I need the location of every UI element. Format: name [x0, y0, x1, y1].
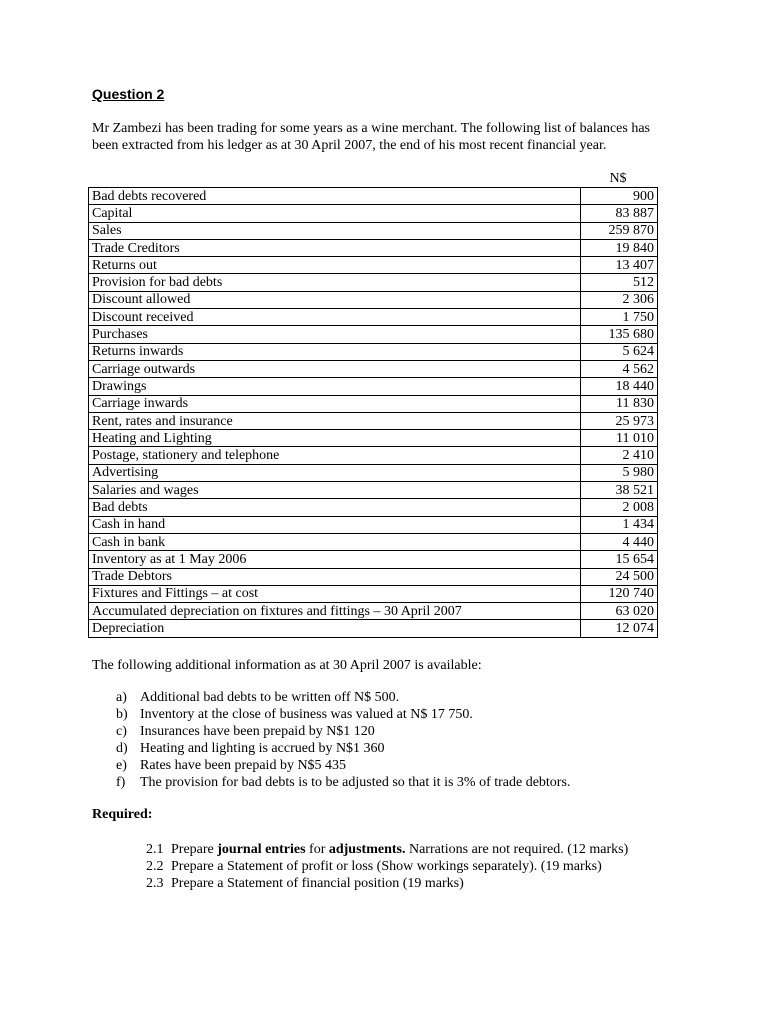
ledger-amount: 512: [581, 274, 658, 291]
task-text: Prepare a Statement of profit or loss (Show workings separately). (19 marks): [171, 859, 602, 874]
ledger-account: Provision for bad debts: [89, 274, 581, 291]
task-number: 2.3: [146, 876, 164, 891]
ledger-account: Trade Debtors: [89, 568, 581, 585]
ledger-account: Drawings: [89, 378, 581, 395]
ledger-amount: 15 654: [581, 551, 658, 568]
list-text: Additional bad debts to be written off N$ 500.: [140, 690, 400, 705]
ledger-account: Postage, stationery and telephone: [89, 447, 581, 464]
list-marker: d): [116, 741, 128, 756]
ledger-amount: 24 500: [581, 568, 658, 585]
table-row: [89, 551, 658, 568]
table-row: [89, 222, 658, 239]
ledger-amount: 135 680: [581, 326, 658, 343]
ledger-account: Accumulated depreciation on fixtures and fittings – 30 April 2007: [89, 603, 581, 620]
ledger-amount: 63 020: [581, 603, 658, 620]
ledger-account: Carriage inwards: [89, 395, 581, 412]
additional-info-text: The following additional information as at 30 April 2007 is available:: [92, 658, 482, 673]
list-item: [116, 774, 570, 791]
table-row: [89, 568, 658, 585]
ledger-amount: 900: [581, 188, 658, 205]
ledger-account: Rent, rates and insurance: [89, 412, 581, 429]
table-row: [89, 309, 658, 326]
ledger-amount: 12 074: [581, 620, 658, 637]
ledger-amount: 4 440: [581, 533, 658, 550]
ledger-account: Returns out: [89, 257, 581, 274]
table-row: [89, 239, 658, 256]
ledger-amount: 11 830: [581, 395, 658, 412]
list-marker: c): [116, 724, 127, 739]
list-text: Inventory at the close of business was valued at N$ 17 750.: [140, 707, 473, 722]
table-row: [89, 482, 658, 499]
list-marker: a): [116, 690, 127, 705]
task-item: [146, 875, 666, 892]
list-item: [116, 689, 570, 706]
ledger-account: Depreciation: [89, 620, 581, 637]
task-item: [146, 841, 666, 858]
intro-paragraph: Mr Zambezi has been trading for some years as a wine merchant. The following list of balances has been extracted from his ledger as at 30 April 2007, the end of his most recent financial year.: [92, 121, 651, 153]
list-text: Heating and lighting is accrued by N$1 360: [140, 741, 385, 756]
table-row: [89, 378, 658, 395]
adjustments-list: [116, 689, 570, 791]
ledger-account: Capital: [89, 205, 581, 222]
list-marker: e): [116, 758, 127, 773]
ledger-amount: 120 740: [581, 585, 658, 602]
ledger-account: Salaries and wages: [89, 482, 581, 499]
table-row: [89, 620, 658, 637]
ledger-account: Carriage outwards: [89, 360, 581, 377]
ledger-amount: 1 434: [581, 516, 658, 533]
ledger-account: Bad debts: [89, 499, 581, 516]
list-item: [116, 706, 570, 723]
ledger-amount: 1 750: [581, 309, 658, 326]
task-text: Prepare a Statement of financial position (19 marks): [171, 876, 464, 891]
ledger-amount: 5 624: [581, 343, 658, 360]
ledger-account: Cash in bank: [89, 533, 581, 550]
ledger-amount: 38 521: [581, 482, 658, 499]
list-text: The provision for bad debts is to be adjusted so that it is 3% of trade debtors.: [140, 775, 571, 790]
ledger-account: Fixtures and Fittings – at cost: [89, 585, 581, 602]
list-item: [116, 757, 570, 774]
table-row: [89, 326, 658, 343]
ledger-amount: 2 008: [581, 499, 658, 516]
task-item: [146, 858, 666, 875]
ledger-account: Trade Creditors: [89, 239, 581, 256]
table-row: [89, 412, 658, 429]
question-title: Question 2: [92, 86, 165, 102]
ledger-amount: 259 870: [581, 222, 658, 239]
task-text: Prepare journal entries for adjustments. Narrations are not required. (12 marks): [171, 842, 629, 857]
table-row: [89, 395, 658, 412]
ledger-account: Inventory as at 1 May 2006: [89, 551, 581, 568]
table-row: [89, 257, 658, 274]
task-number: 2.1: [146, 842, 164, 857]
ledger-account: Heating and Lighting: [89, 430, 581, 447]
ledger-account: Sales: [89, 222, 581, 239]
ledger-amount: 18 440: [581, 378, 658, 395]
list-marker: f): [116, 775, 126, 790]
table-row: [89, 603, 658, 620]
table-row: [89, 188, 658, 205]
table-row: [89, 343, 658, 360]
table-row: [89, 585, 658, 602]
list-item: [116, 723, 570, 740]
ledger-amount: 5 980: [581, 464, 658, 481]
ledger-table: [88, 187, 658, 638]
table-row: [89, 447, 658, 464]
list-marker: b): [116, 707, 128, 722]
list-item: [116, 740, 570, 757]
ledger-account: Cash in hand: [89, 516, 581, 533]
ledger-amount: 19 840: [581, 239, 658, 256]
table-row: [89, 499, 658, 516]
currency-header: N$: [609, 171, 627, 186]
ledger-account: Returns inwards: [89, 343, 581, 360]
ledger-amount: 13 407: [581, 257, 658, 274]
list-text: Insurances have been prepaid by N$1 120: [140, 724, 375, 739]
table-row: [89, 360, 658, 377]
table-row: [89, 205, 658, 222]
task-number: 2.2: [146, 859, 164, 874]
ledger-amount: 2 306: [581, 291, 658, 308]
table-row: [89, 430, 658, 447]
ledger-account: Discount allowed: [89, 291, 581, 308]
required-label: Required:: [92, 807, 153, 822]
ledger-amount: 25 973: [581, 412, 658, 429]
table-row: [89, 291, 658, 308]
table-row: [89, 533, 658, 550]
ledger-account: Advertising: [89, 464, 581, 481]
ledger-amount: 11 010: [581, 430, 658, 447]
ledger-amount: 83 887: [581, 205, 658, 222]
ledger-amount: 4 562: [581, 360, 658, 377]
list-text: Rates have been prepaid by N$5 435: [140, 758, 347, 773]
ledger-account: Discount received: [89, 309, 581, 326]
ledger-account: Bad debts recovered: [89, 188, 581, 205]
table-row: [89, 464, 658, 481]
table-row: [89, 516, 658, 533]
tasks-list: [146, 841, 666, 892]
table-row: [89, 274, 658, 291]
ledger-account: Purchases: [89, 326, 581, 343]
ledger-amount: 2 410: [581, 447, 658, 464]
